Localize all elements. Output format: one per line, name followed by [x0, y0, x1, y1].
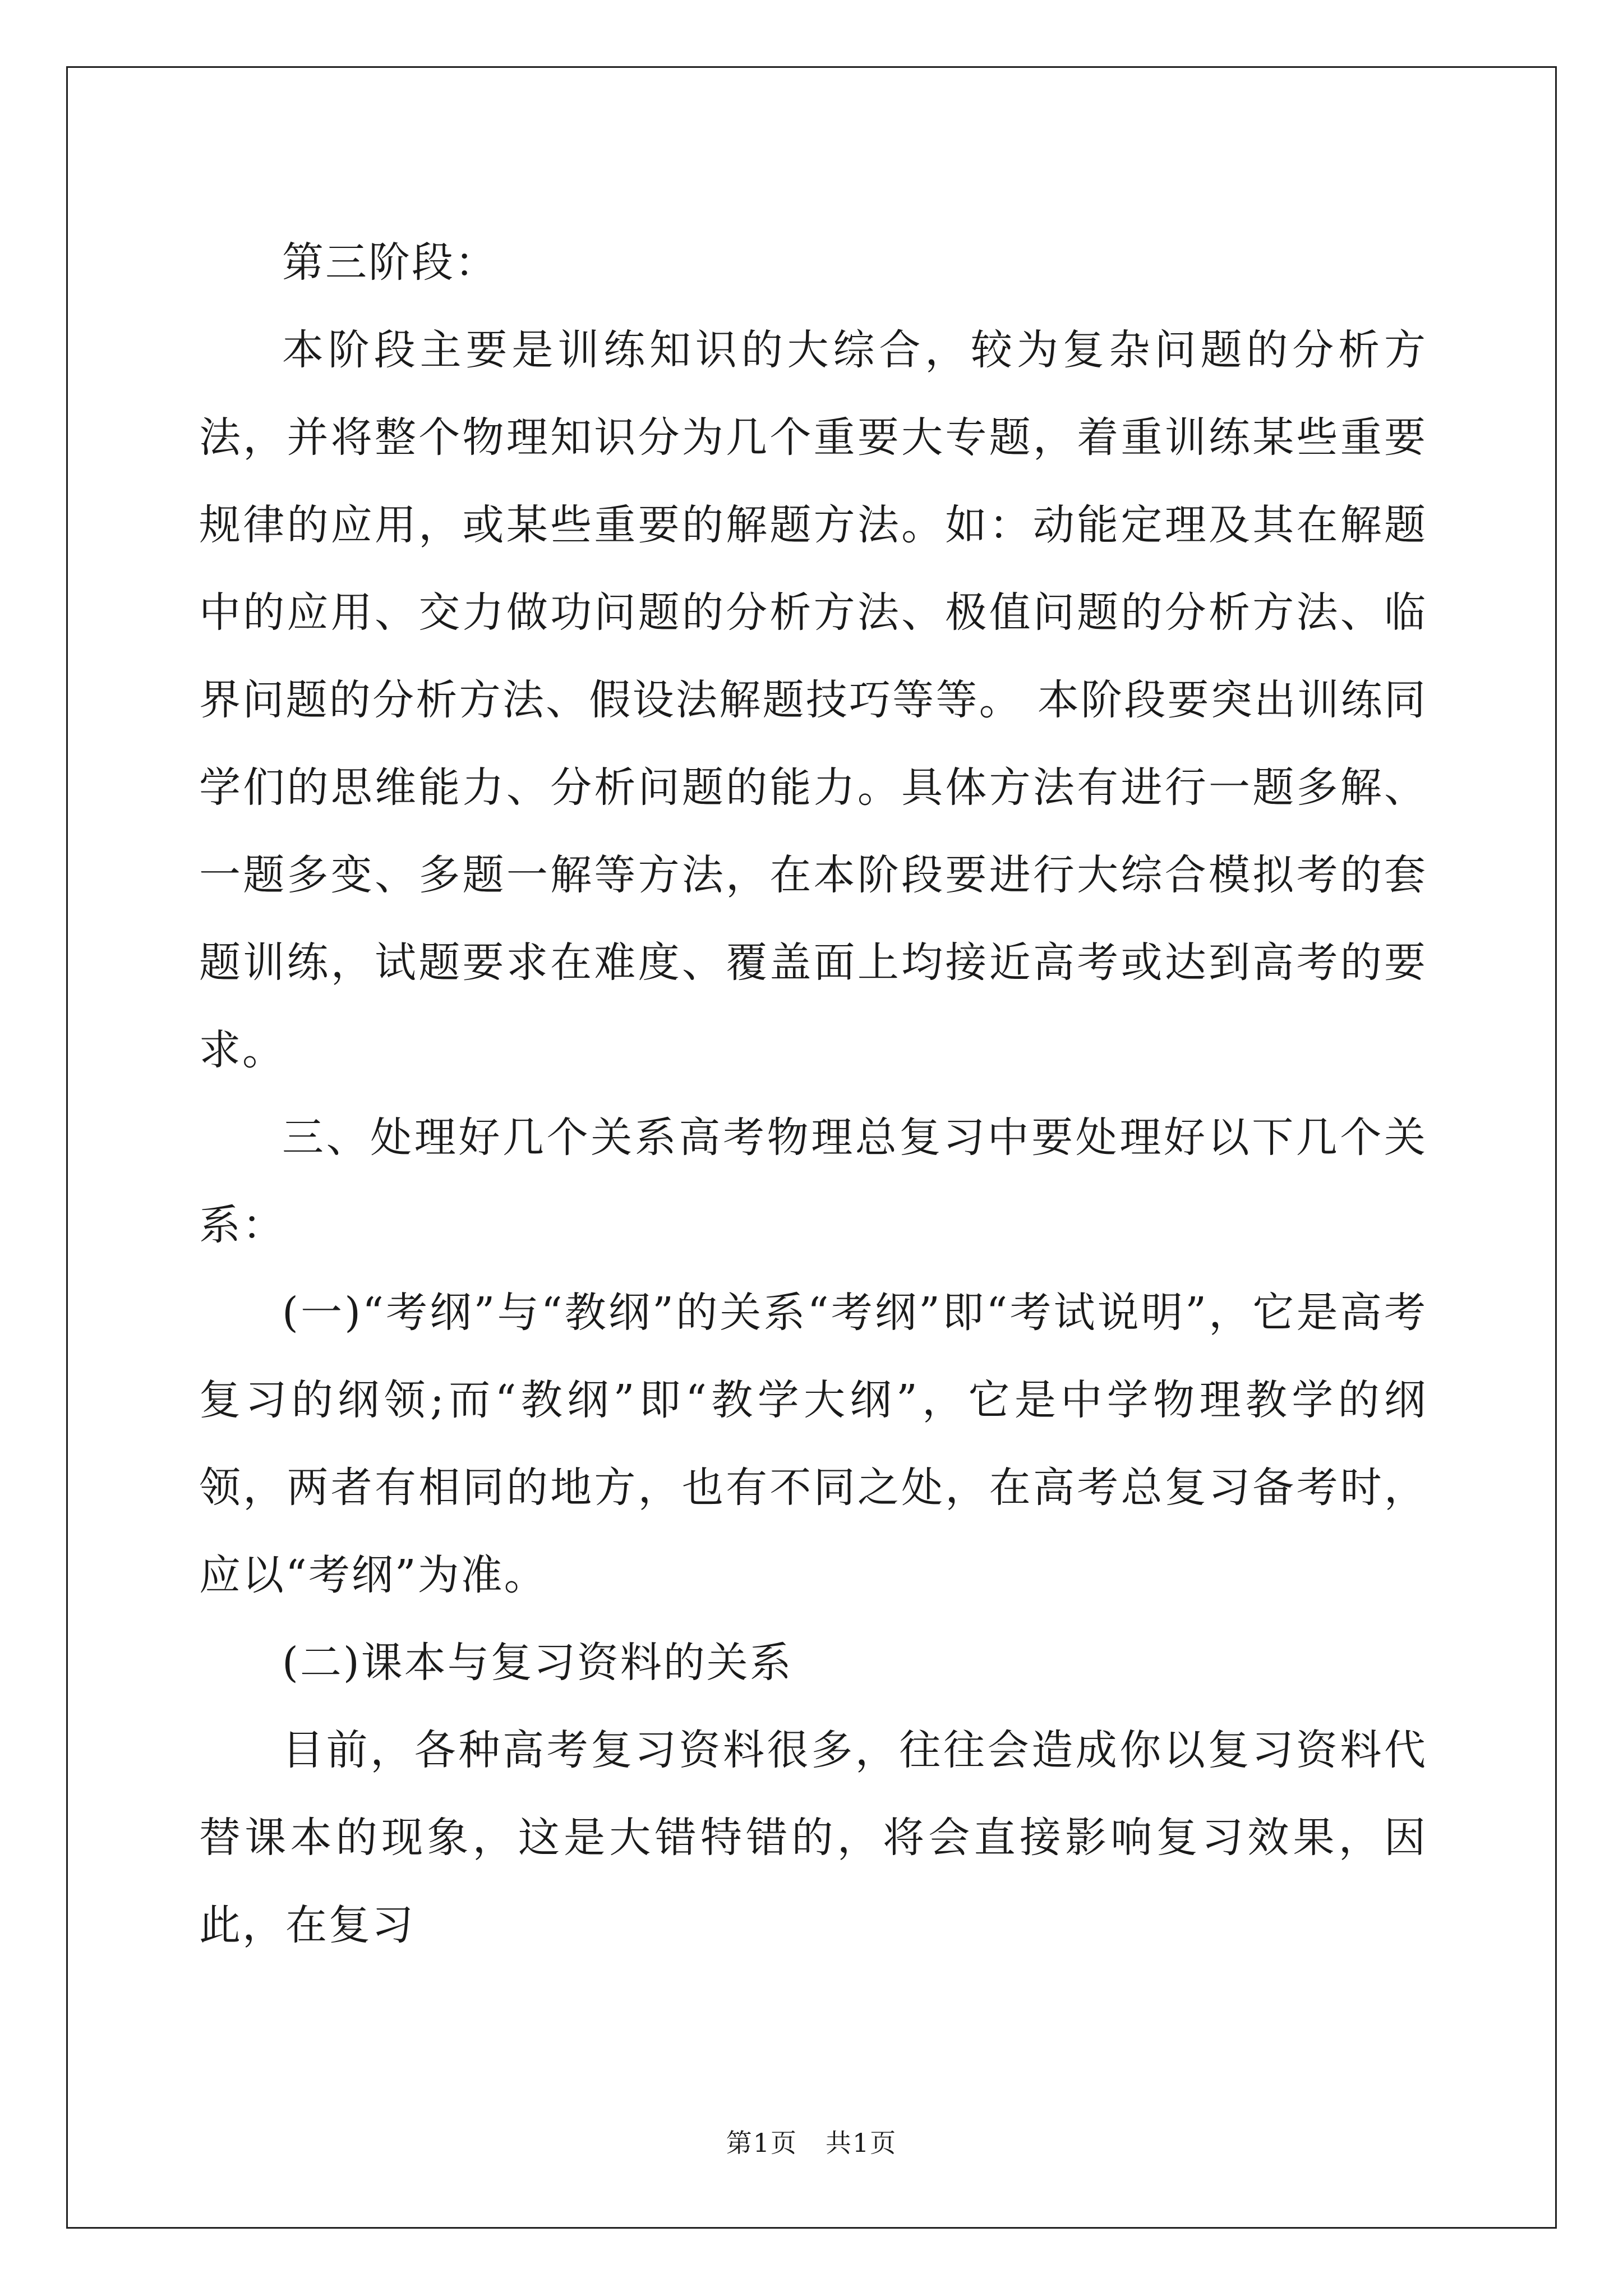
page-number-total: 共1页 [826, 2128, 897, 2158]
paragraph-textbook-relation-heading: (二)课本与复习资料的关系 [282, 1639, 793, 1687]
paragraph-section-three-heading: 三、处理好几个关系高考物理总复习中要处理好以下几个关系： [199, 1114, 1427, 1249]
paragraph-stage-three-body: 本阶段主要是训练知识的大综合，较为复杂问题的分析方法，并将整个物理知识分为几个重要大专题，着重训练某些重要规律的应用，或某些重要的解题方法。如：动能定理及其在解题中的应用、交力做功问题的分析方法、极值问题的分析方法、临界问题的分析方法、假设法解题技巧等等。 本阶段要突出训练同学们的思维能力、分析问题的能力。具体方法有进行一题多解、一题多变、多题一解等方法，在本阶段要进行大综合模拟考的套题训练，试题要求在难度、覆盖面上均接近高考或达到高考的要求。 [199, 326, 1427, 1074]
page-number-current: 第1页 [726, 2128, 797, 2158]
paragraph-stage-three-heading: 第三阶段： [282, 238, 498, 287]
paragraph-textbook-relation-body: 目前，各种高考复习资料很多，往往会造成你以复习资料代替课本的现象，这是大错特错的，将会直接影响复习效果，因此，在复习 [199, 1726, 1427, 1949]
page-footer [0, 2126, 1623, 2160]
document-body [199, 219, 1427, 1969]
paragraph-outline-relation: (一)“考纲”与“教纲”的关系“考纲”即“考试说明”，它是高考复习的纲领;而“教纲”即“教学大纲”，它是中学物理教学的纲领，两者有相同的地方，也有不同之处，在高考总复习备考时，应以“考纲”为准。 [199, 1289, 1427, 1599]
